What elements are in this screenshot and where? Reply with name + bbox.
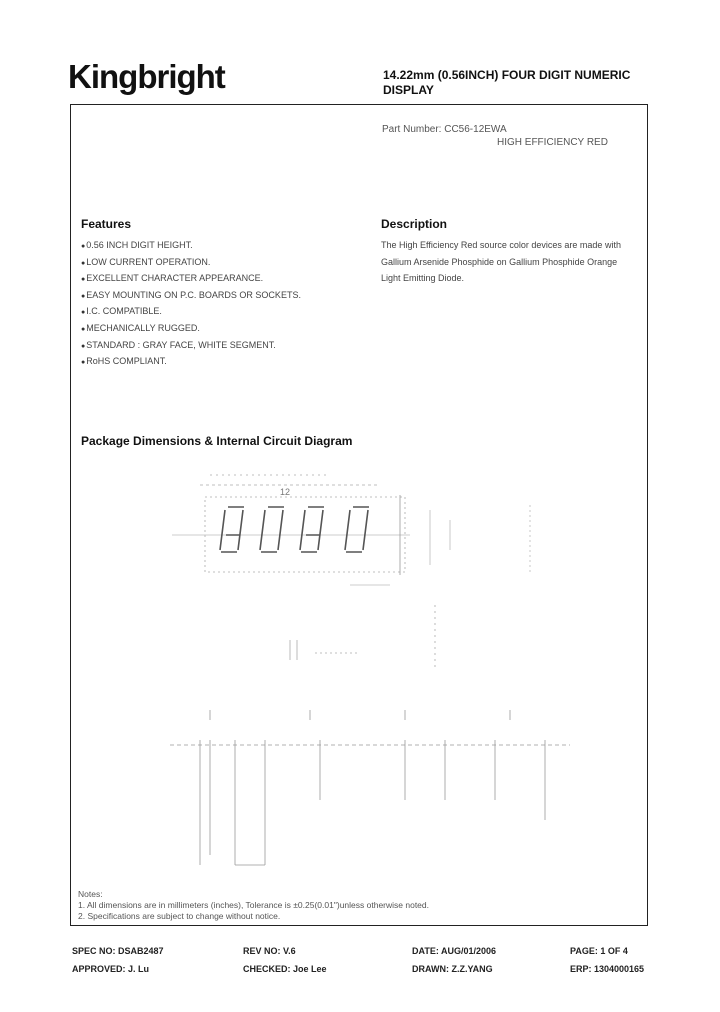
feature-item: ● LOW CURRENT OPERATION.: [81, 254, 301, 271]
feature-item: ● STANDARD : GRAY FACE, WHITE SEGMENT.: [81, 337, 301, 354]
note-line: 1. All dimensions are in millimeters (inches), Tolerance is ±0.25(0.01")unless otherwise noted.: [78, 900, 429, 910]
checked-by: CHECKED: Joe Lee: [243, 964, 327, 974]
feature-item: ● RoHS COMPLIANT.: [81, 353, 301, 370]
circuit-diagram: [170, 710, 570, 865]
front-view: [172, 475, 410, 575]
description-line: Light Emitting Diode.: [381, 273, 465, 283]
title-line-2: DISPLAY: [383, 83, 434, 97]
document-title: [383, 68, 683, 98]
pin-view: [290, 605, 435, 670]
feature-item: ● EASY MOUNTING ON P.C. BOARDS OR SOCKETS.: [81, 287, 301, 304]
description-text: [381, 237, 649, 287]
approved-by: APPROVED: J. Lu: [72, 964, 150, 974]
page-number: PAGE: 1 OF 4: [570, 946, 628, 956]
feature-item: ● 0.56 INCH DIGIT HEIGHT.: [81, 237, 301, 254]
erp-number: ERP: 1304000165: [570, 964, 645, 974]
digit-outlines: [220, 507, 369, 552]
feature-item: ● MECHANICALLY RUGGED.: [81, 320, 301, 337]
feature-item: ● I.C. COMPATIBLE.: [81, 303, 301, 320]
package-drawing: [150, 455, 590, 885]
description-line: The High Efficiency Red source color devices are made with: [381, 240, 621, 250]
drawn-by: DRAWN: Z.Z.YANG: [412, 964, 493, 974]
dimension-label: 12: [280, 487, 291, 497]
revision-number: REV NO: V.6: [243, 946, 296, 956]
description-heading: Description: [381, 217, 448, 231]
date: DATE: AUG/01/2006: [412, 946, 497, 956]
title-line-1: 14.22mm (0.56INCH) FOUR DIGIT NUMERIC: [383, 68, 631, 82]
notes-block: [78, 889, 429, 922]
features-heading: Features: [81, 217, 132, 231]
description-line: Gallium Arsenide Phosphide on Gallium Phosphide Orange: [381, 256, 618, 267]
part-color: HIGH EFFICIENCY RED: [497, 137, 608, 148]
notes-heading: Notes:: [78, 889, 103, 899]
note-line: 2. Specifications are subject to change without notice.: [78, 911, 281, 921]
part-number: Part Number: CC56-12EWA: [382, 124, 507, 135]
package-heading: Package Dimensions & Internal Circuit Diagram: [81, 434, 353, 448]
features-list: [81, 237, 301, 370]
spec-number: SPEC NO: DSAB2487: [72, 946, 164, 956]
kingbright-logo: Kingbright: [68, 58, 225, 95]
part-number-block: [382, 124, 608, 148]
side-view: [350, 505, 530, 585]
feature-item: ● EXCELLENT CHARACTER APPEARANCE.: [81, 270, 301, 287]
